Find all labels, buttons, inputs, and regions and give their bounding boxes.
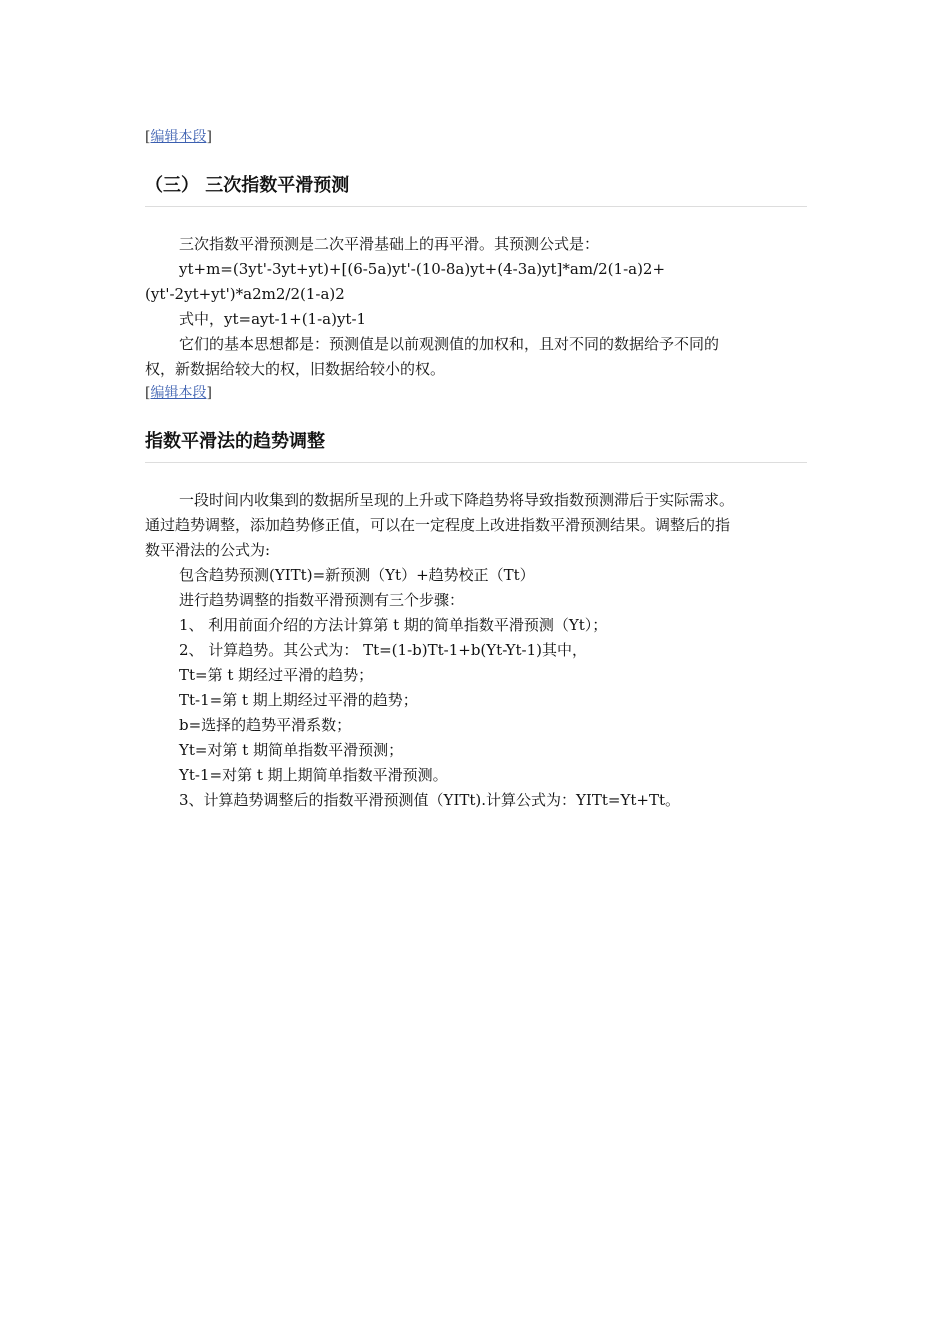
section-heading-triple-smoothing: （三） 三次指数平滑预测 xyxy=(145,174,807,207)
paragraph-line: 权，新数据给较大的权，旧数据给较小的权。 xyxy=(145,360,446,378)
definition-line: Yt=对第 t 期简单指数平滑预测； xyxy=(179,741,404,759)
step-line: 2、 计算趋势。其公式为： Tt=(1-b)Tt-1+b(Yt-Yt-1)其中， xyxy=(179,641,588,659)
paragraph-line: 通过趋势调整，添加趋势修正值，可以在一定程度上改进指数平滑预测结果。调整后的指 xyxy=(145,516,731,534)
paragraph-line: 数平滑法的公式为: xyxy=(145,541,271,559)
edit-link-text[interactable]: 编辑本段 xyxy=(150,385,207,401)
formula-line: 包含趋势预测(YITt)=新预测（Yt）+趋势校正（Tt） xyxy=(179,566,535,584)
paragraph-line: 三次指数平滑预测是二次平滑基础上的再平滑。其预测公式是： xyxy=(179,235,600,253)
definition-line: Tt=第 t 期经过平滑的趋势； xyxy=(179,666,374,684)
step-line: 1、 利用前面介绍的方法计算第 t 期的简单指数平滑预测（Yt）； xyxy=(179,616,608,634)
definition-line: b=选择的趋势平滑系数； xyxy=(179,716,352,734)
section-heading-trend-adjustment: 指数平滑法的趋势调整 xyxy=(145,430,807,463)
step-line: 3、计算趋势调整后的指数平滑预测值（YITt).计算公式为：YITt=Yt+Tt。 xyxy=(179,791,680,809)
edit-section-link-1[interactable]: [编辑本段] xyxy=(145,129,212,145)
paragraph-line: 一段时间内收集到的数据所呈现的上升或下降趋势将导致指数预测滞后于实际需求。 xyxy=(179,491,735,509)
edit-link-text[interactable]: 编辑本段 xyxy=(150,129,207,145)
edit-section-link-2[interactable]: [编辑本段] xyxy=(145,385,212,401)
paragraph-line: 它们的基本思想都是：预测值是以前观测值的加权和，且对不同的数据给予不同的 xyxy=(179,335,720,353)
paragraph-line: 进行趋势调整的指数平滑预测有三个步骤： xyxy=(179,591,465,609)
definition-line: Tt-1=第 t 期上期经过平滑的趋势； xyxy=(179,691,418,709)
paragraph-line: 式中，yt=ayt-1+(1-a)yt-1 xyxy=(179,310,367,328)
formula-line: (yt'-2yt+yt')*a2m2/2(1-a)2 xyxy=(145,285,345,303)
formula-line: yt+m=(3yt'-3yt+yt)+[(6-5a)yt'-(10-8a)yt+(4-3a)yt]*am/2(1-a)2+ xyxy=(179,260,666,278)
definition-line: Yt-1=对第 t 期上期简单指数平滑预测。 xyxy=(179,766,448,784)
